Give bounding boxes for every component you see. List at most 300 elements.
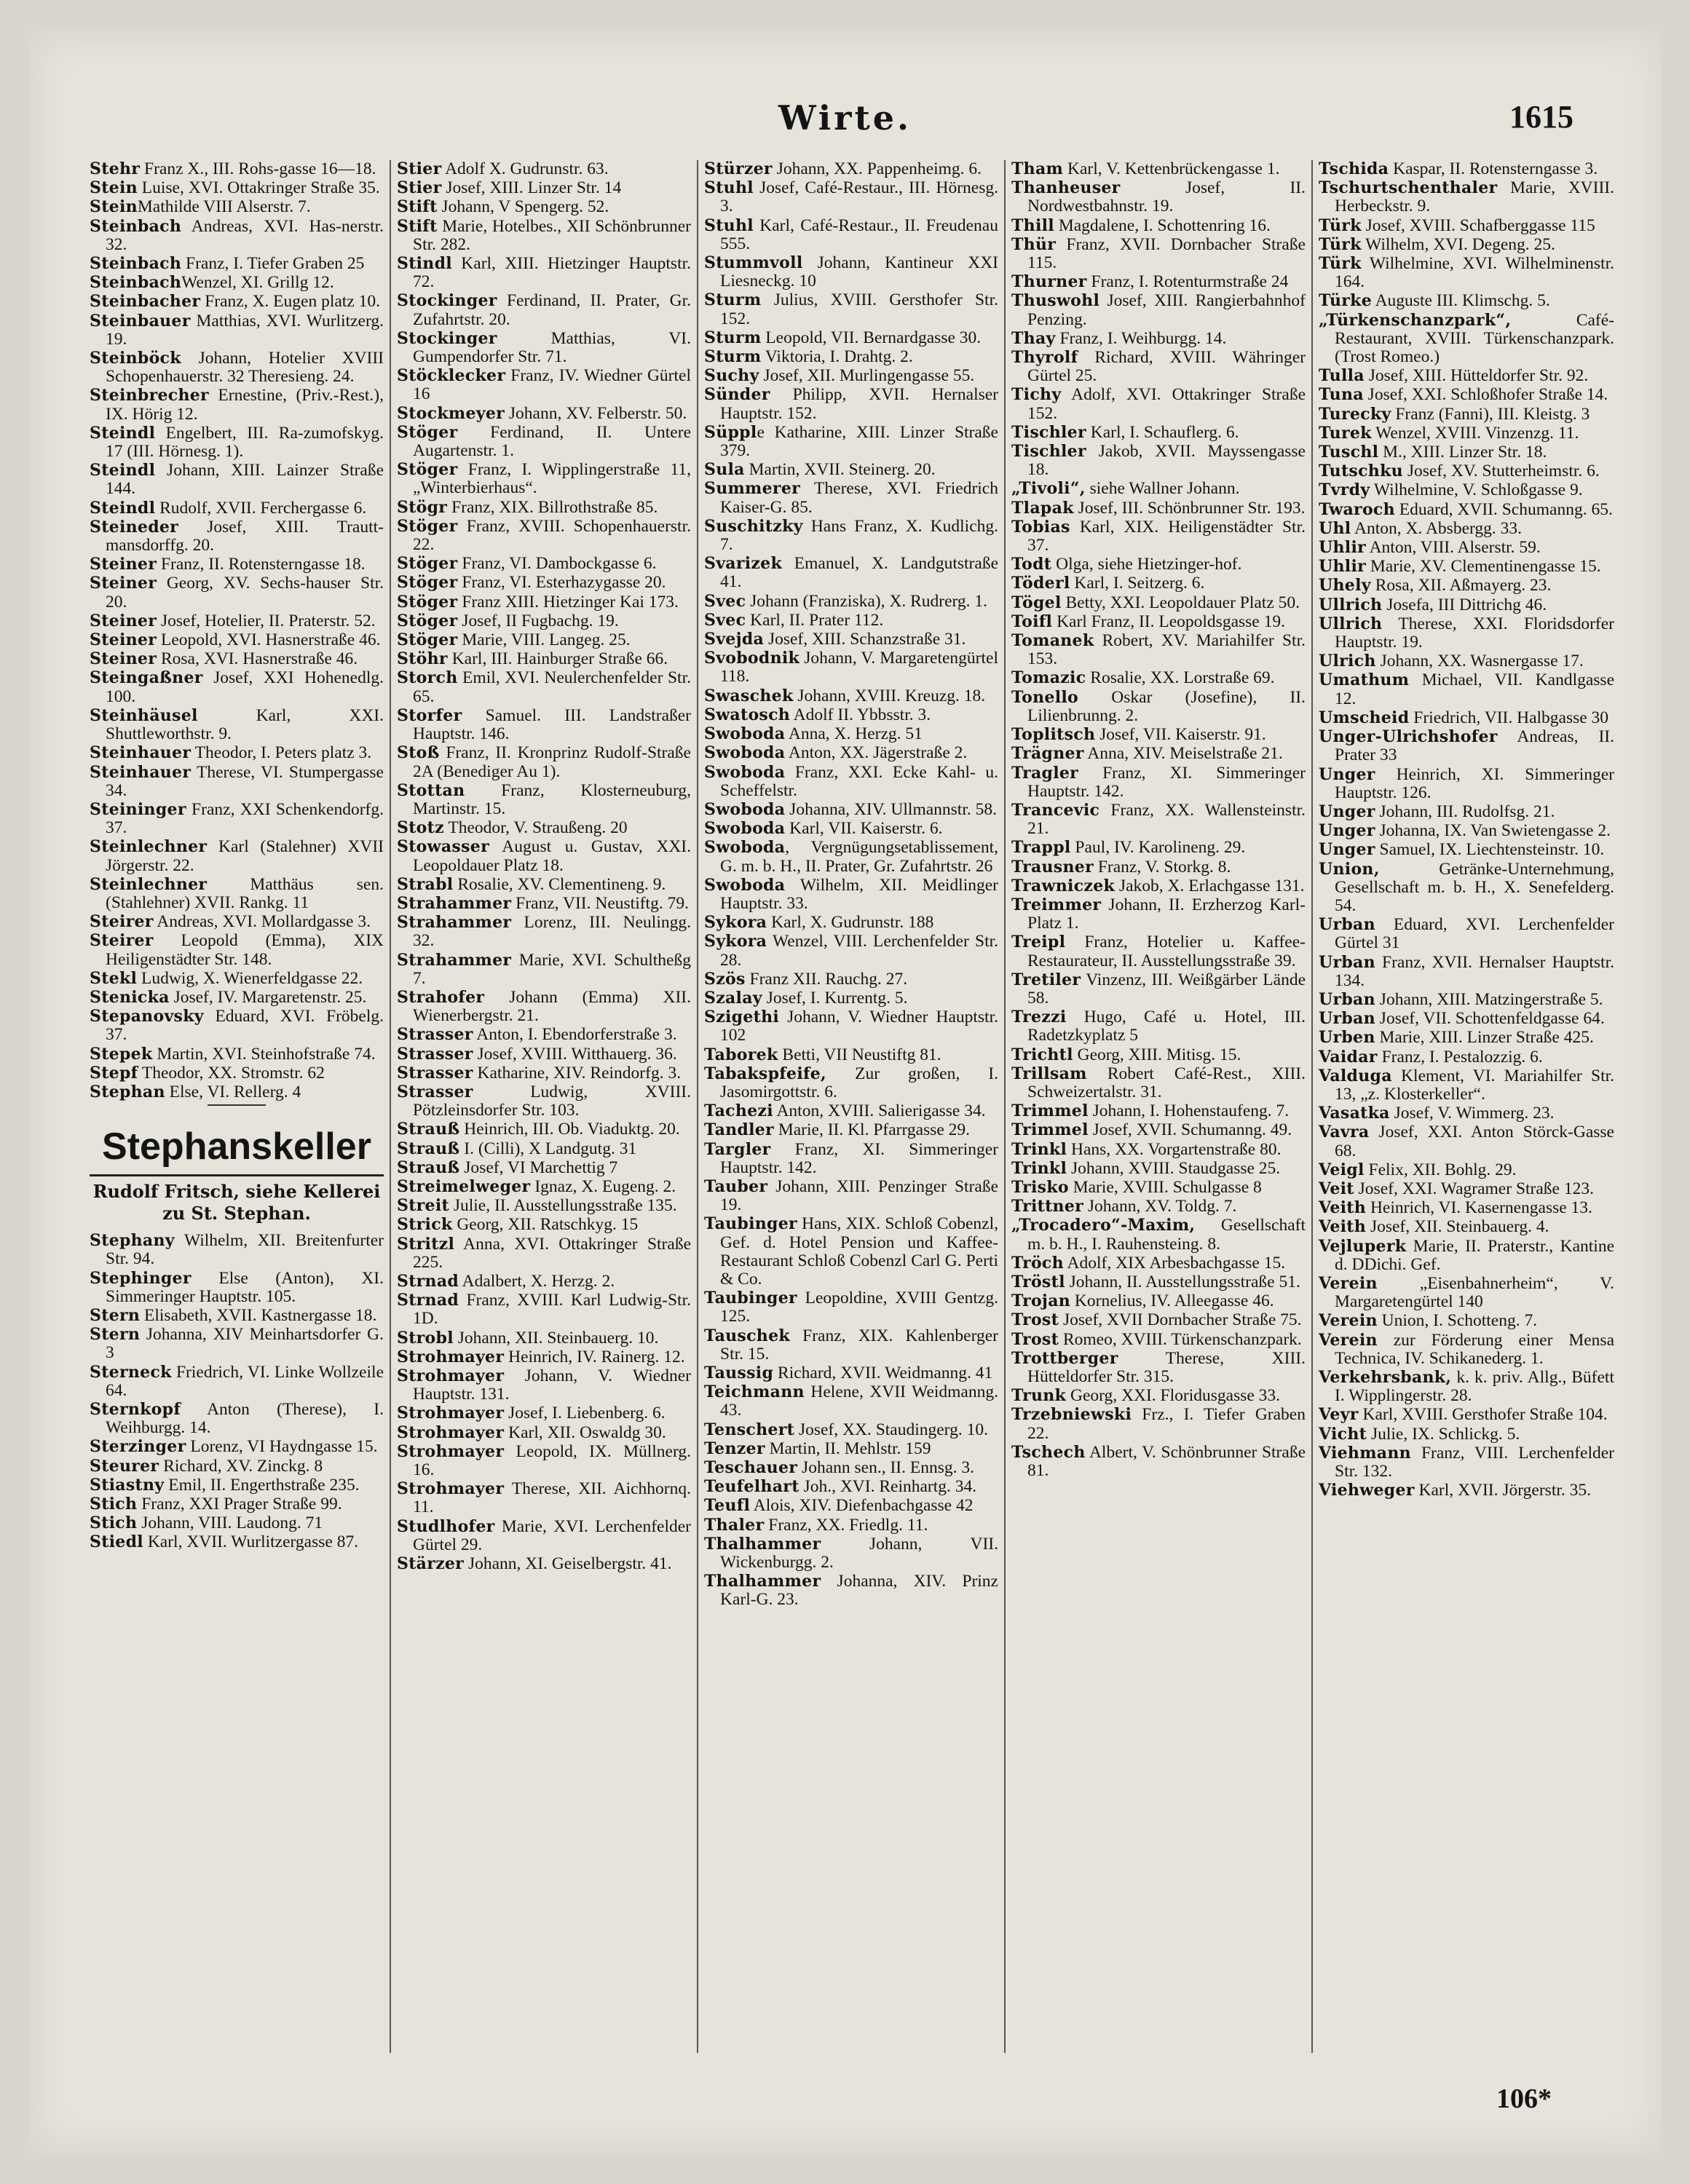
entry-address: Kornelius, IV. Alleegasse 46. [1070, 1291, 1274, 1311]
directory-entry [1011, 1065, 1306, 1101]
entry-address: Theodor, I. Peters platz 3. [191, 743, 372, 763]
entry-address: Engelbert, III. Ra-zumofskyg. 17 (III. Hörnesg. 1). [106, 423, 384, 462]
directory-entry [704, 764, 998, 800]
entry-name: Turecky [1319, 404, 1391, 424]
entry-address: Helene, XVII Weidmanng. 43. [720, 1382, 998, 1420]
entry-address: Else (Anton), XI. Simmeringer Hauptstr. 105. [106, 1268, 384, 1306]
entry-name: Trimmel [1011, 1101, 1089, 1121]
entry-address: Marie, XVIII. Herbeckstr. 9. [1335, 178, 1614, 216]
directory-entry [704, 329, 998, 347]
entry-name: Stürzer [704, 160, 773, 178]
directory-entry [1011, 1121, 1306, 1139]
entry-address: Johann, XX. Wasnergasse 17. [1375, 652, 1584, 671]
entry-address: Franz, Klosterneuburg, Martinstr. 15. [413, 780, 691, 818]
entry-name: Stindl [397, 254, 452, 274]
entry-address: Josef, XXI. Wagramer Straße 123. [1354, 1179, 1594, 1198]
entry-name: Union, [1319, 859, 1380, 879]
entry-name: Swoboda [704, 875, 786, 895]
entry-address: Hans, XX. Vorgartenstraße 80. [1067, 1139, 1282, 1159]
directory-entry [704, 291, 998, 328]
entry-name: Svec [704, 610, 746, 630]
entry-address: Josef, II Fugbachg. 19. [457, 611, 619, 630]
directory-entry [1319, 367, 1614, 385]
entry-name: „Trocadero“-Maxim, [1011, 1216, 1196, 1235]
directory-entry [397, 555, 691, 573]
entry-address: Marie, XVI. Lerchenfelder Gürtel 29. [413, 1516, 691, 1554]
entry-name: Swoboda [704, 743, 786, 763]
entry-name: Stotz [397, 818, 444, 838]
entry-address: Marie, II. Kl. Pfarrgasse 29. [773, 1120, 971, 1140]
directory-entry [704, 1497, 998, 1515]
entry-name: „Türkenschanzpark“, [1319, 310, 1512, 330]
directory-entry [1319, 671, 1614, 708]
directory-entry [397, 1064, 691, 1083]
page-number: 1615 [1509, 99, 1573, 135]
entry-address: Julius, XVIII. Gersthofer Str. 152. [720, 290, 998, 328]
entry-name: Stern [90, 1305, 141, 1325]
entry-name: Trichtl [1011, 1045, 1073, 1064]
directory-entry [397, 914, 691, 950]
entry-name: Thanheuser [1011, 178, 1121, 198]
entry-name: Tuschl [1319, 443, 1379, 462]
entry-name: Trinkl [1011, 1158, 1067, 1178]
entry-address: Franz, XXI Prager Straße 99. [137, 1495, 342, 1514]
entry-name: Trillsam [1011, 1064, 1087, 1083]
entry-name: Steineder [90, 517, 179, 537]
entry-name: Treimmer [1011, 895, 1102, 914]
entry-name: Vicht [1319, 1424, 1367, 1444]
entry-address: Josef, VII. Schottenfeldgasse 64. [1375, 1009, 1605, 1029]
entry-address: Johann, VIII. Laudong. 71 [137, 1514, 323, 1533]
directory-entry [704, 1516, 998, 1535]
directory-entry [397, 895, 691, 913]
entry-name: Ullrich [1319, 595, 1383, 614]
entry-address: Franz X., III. Rohs-gasse 16—18. [140, 160, 376, 178]
directory-entry [1011, 1179, 1306, 1197]
entry-address: Leopold (Emma), XIX Heiligenstädter Str. 148. [106, 931, 384, 969]
entry-name: Verein [1319, 1311, 1378, 1331]
entry-name: Sturm [704, 347, 762, 367]
entry-name: Teichmann [704, 1382, 805, 1402]
entry-address: Josef, V. Wimmerg. 23. [1389, 1104, 1555, 1123]
entry-name: Trimmel [1011, 1120, 1089, 1140]
entry-address: Josef, XII. Steinbauerg. 4. [1366, 1217, 1549, 1237]
directory-entry [90, 1438, 384, 1456]
directory-entry [1011, 1387, 1306, 1405]
entry-address: Jakob, XVII. Mayssengasse 18. [1027, 442, 1306, 480]
directory-entry [1319, 1238, 1614, 1274]
entry-name: Suschitzky [704, 516, 803, 536]
entry-name: Swoboda [704, 819, 786, 839]
entry-address: Wenzel, XVIII. Vinzenzg. 11. [1371, 423, 1579, 443]
entry-name: Steiner [90, 630, 157, 650]
entry-address: Franz XIII. Hietzinger Kai 173. [457, 592, 679, 612]
directory-entry [1011, 726, 1306, 744]
entry-address: Wenzel, XI. Grillg 12. [181, 273, 334, 293]
entry-name: Stockinger [397, 328, 497, 348]
entry-name: Tröch [1011, 1253, 1064, 1273]
directory-entry [1319, 217, 1614, 235]
entry-name: Verkehrsbank, [1319, 1368, 1452, 1387]
entry-name: Trägner [1011, 744, 1084, 764]
entry-address: Martin, XVII. Steinerg. 20. [744, 460, 936, 480]
entry-name: Steinlechner [90, 837, 208, 857]
directory-entry [397, 1291, 691, 1328]
directory-entry [397, 1120, 691, 1139]
entry-name: Strasser [397, 1063, 473, 1083]
entry-address: Marie, VIII. Langeg. 25. [457, 630, 631, 650]
entry-name: Stöger [397, 460, 458, 480]
entry-name: Stift [397, 216, 438, 236]
entry-name: Stepanovsky [90, 1007, 204, 1026]
entry-name: Steiner [90, 649, 157, 669]
entry-name: Stowasser [397, 837, 489, 857]
entry-address: Karl, XVIII. Gersthofer Straße 104. [1358, 1405, 1608, 1425]
entry-address: Adolf X. Gudrunstr. 63. [441, 160, 609, 178]
entry-name: Umathum [1319, 670, 1410, 690]
entry-address: Marie, XV. Clementinengasse 15. [1366, 557, 1601, 577]
entry-name: Stenicka [90, 987, 170, 1007]
entry-address: Eduard, XVI. Fröbelg. 37. [106, 1007, 384, 1045]
directory-entry [1011, 689, 1306, 725]
entry-name: Trinkl [1011, 1139, 1067, 1159]
entry-name: Stier [397, 178, 442, 198]
directory-entry [704, 1383, 998, 1420]
entry-address: Johann, XX. Pappenheimg. 6. [772, 160, 982, 178]
entry-address: Michael, VII. Kandlgasse 12. [1335, 670, 1614, 708]
entry-name: Steinhauer [90, 762, 191, 782]
entry-address: Auguste III. Klimschg. 5. [1372, 291, 1550, 311]
entry-address: I. (Cilli), X Landgutg. 31 [459, 1139, 637, 1158]
ad-title: Stephanskeller [102, 1125, 371, 1168]
entry-name: Trunk [1011, 1386, 1067, 1406]
entry-name: Steinbrecher [90, 386, 209, 405]
entry-name: Streimelweger [397, 1176, 531, 1196]
directory-entry [1011, 594, 1306, 612]
entry-address: Therese, XIII. Hütteldorfer Str. 315. [1027, 1348, 1306, 1386]
directory-entry [397, 292, 691, 328]
entry-address: Franz, VIII. Lerchenfelder Str. 132. [1335, 1443, 1614, 1481]
entry-address: Josef, I. Liebenberg. 6. [504, 1404, 666, 1423]
directory-entry [1011, 632, 1306, 668]
entry-name: Tabakspfeife, [704, 1064, 827, 1083]
entry-name: Swoboda [704, 762, 786, 782]
entry-address: Olga, siehe Hietzinger-hof. [1051, 555, 1242, 574]
directory-entry [1319, 424, 1614, 443]
entry-name: Sturm [704, 328, 762, 347]
directory-entry [1011, 424, 1306, 442]
directory-entry [397, 1518, 691, 1554]
directory-entry [1011, 499, 1306, 518]
entry-address: Café-Restaurant, XVIII. Türkenschanzpark. (Trost Romeo.) [1335, 310, 1614, 367]
entry-name: Thalhammer [704, 1534, 821, 1554]
entry-address: Union, I. Schotteng. 7. [1377, 1311, 1538, 1331]
entry-address: Franz, II. Rotensterngasse 18. [157, 555, 366, 574]
entry-address: Johanna, XIV. Prinz Karl-G. 23. [720, 1572, 998, 1610]
directory-entry [704, 1141, 998, 1177]
entry-address: Karl, II. Prater 112. [746, 610, 884, 630]
entry-address: Wenzel, VIII. Lerchenfelder Str. 28. [720, 932, 998, 970]
entry-address: Elisabeth, XVII. Kastnergasse 18. [140, 1305, 377, 1325]
entry-name: Tvrdy [1319, 480, 1370, 500]
entry-name: Sykora [704, 913, 767, 933]
entry-name: Stift [397, 197, 438, 217]
entry-address: Franz, XI. Simmeringer Hauptstr. 142. [720, 1139, 998, 1177]
entry-address: Franz, XIX. Kahlenberger Str. 15. [720, 1326, 998, 1364]
directory-entry [704, 1572, 998, 1609]
directory-columns [84, 160, 1620, 2053]
entry-address: Getränke-Unternehmung, Gesellschaft m. b. H., X. Senefelderg. 54. [1335, 859, 1614, 915]
directory-entry [1011, 1160, 1306, 1178]
directory-entry [90, 1326, 384, 1362]
entry-address: Heinrich, IV. Rainerg. 12. [504, 1347, 685, 1366]
entry-name: Strohmayer [397, 1441, 505, 1461]
directory-entry [1011, 613, 1306, 631]
entry-address: Johann, V. Margaretengürtel 118. [720, 649, 998, 687]
entry-address: Hans, XIX. Schloß Cobenzl, Gef. d. Hotel Pension und Kaffee-Restaurant Schloß Cobenzl Carl G. Perti & Co. [720, 1214, 998, 1289]
entry-address: Anton, X. Absbergg. 33. [1351, 518, 1523, 538]
directory-entry [1319, 1199, 1614, 1217]
entry-address: Josef, XVIII. Witthauerg. 36. [473, 1044, 677, 1064]
entry-name: Tomazic [1011, 668, 1086, 688]
entry-address: Franz, II. Kronprinz Rudolf-Straße 2A (Benediger Au 1). [413, 743, 691, 781]
entry-name: Uhlir [1319, 538, 1366, 558]
directory-entry [1011, 349, 1306, 385]
entry-name: Toplitsch [1011, 725, 1096, 745]
entry-address: Rosa, XVI. Hasnerstraße 46. [157, 649, 358, 669]
directory-entry [90, 1364, 384, 1400]
entry-name: Strnad [397, 1271, 459, 1291]
directory-entry [704, 1364, 998, 1382]
entry-address: Josef, XXI. Schloßhofer Straße 14. [1363, 385, 1608, 405]
directory-entry [704, 1459, 998, 1477]
entry-name: Strobl [397, 1328, 454, 1348]
entry-name: Strasser [397, 1025, 473, 1045]
entry-address: Josef, Hotelier, II. Praterstr. 52. [157, 611, 376, 630]
entry-address: zur Förderung einer Mensa Technica, IV. Schikanederg. 1. [1335, 1330, 1614, 1368]
entry-address: Josef, II. Nordwestbahnstr. 19. [1027, 178, 1306, 216]
entry-name: Trezzi [1011, 1008, 1067, 1027]
entry-name: Strauß [397, 1158, 460, 1177]
entry-address: Wilhelmine, V. Schloßgasse 9. [1370, 480, 1583, 500]
entry-name: Stein [90, 197, 138, 217]
entry-address: Franz, V. Storkg. 8. [1093, 857, 1231, 877]
entry-name: Strick [397, 1215, 453, 1235]
directory-entry [1011, 896, 1306, 933]
entry-name: Teufelhart [704, 1477, 799, 1497]
directory-entry [704, 1327, 998, 1364]
directory-entry [90, 1307, 384, 1325]
entry-address: Josef, XVII. Schumanng. 49. [1088, 1120, 1292, 1140]
entry-name: Stuhl [704, 178, 754, 198]
directory-entry [704, 217, 998, 253]
entry-address: Rosalie, XX. Lorstraße 69. [1086, 668, 1275, 688]
entry-name: Tham [1011, 160, 1064, 178]
entry-address: Andreas, XVI. Mollardgasse 3. [153, 912, 371, 932]
directory-entry [1319, 1161, 1614, 1179]
directory-entry [1011, 1292, 1306, 1310]
directory-entry [704, 839, 998, 875]
column-5-entries [1319, 160, 1614, 1500]
entry-address: Betty, XXI. Leopoldauer Platz 50. [1061, 593, 1300, 612]
entry-address: Karl, Café-Restaur., II. Freudenau 555. [720, 215, 998, 253]
entry-address: Karl, XII. Oswaldg 30. [504, 1423, 666, 1442]
directory-entry [704, 367, 998, 385]
directory-entry [397, 1026, 691, 1044]
entry-address: Klement, VI. Mariahilfer Str. 13, „z. Klosterkeller“. [1335, 1066, 1614, 1104]
entry-name: Trojan [1011, 1291, 1071, 1311]
entry-address: Leopold, XVI. Hasnerstraße 46. [157, 630, 381, 650]
entry-name: Strahammer [397, 950, 512, 970]
entry-name: Unger [1319, 840, 1375, 860]
directory-entry [90, 707, 384, 743]
entry-name: Tschech [1011, 1442, 1086, 1462]
entry-name: Süppl [704, 422, 757, 442]
directory-entry [397, 650, 691, 668]
entry-address: Johann (Franziska), X. Rudrerg. 1. [746, 591, 988, 611]
entry-name: Stich [90, 1514, 138, 1533]
entry-name: Tischler [1011, 422, 1086, 442]
entry-address: Karl, V. Kettenbrückengasse 1. [1063, 160, 1280, 178]
entry-address: Samuel. III. Landstraßer Hauptstr. 146. [413, 705, 691, 744]
entry-name: Tlapak [1011, 498, 1074, 518]
entry-address: Romeo, XVIII. Türkenschanzpark. [1059, 1329, 1302, 1349]
entry-address: Friedrich, VI. Linke Wollzeile 64. [106, 1362, 384, 1400]
entry-address: Franz, XIX. Billrothstraße 85. [447, 497, 658, 517]
directory-entry [90, 932, 384, 968]
directory-entry [1319, 991, 1614, 1009]
entry-address: Mathilde VIII Alserstr. 7. [137, 197, 311, 217]
directory-entry [1011, 273, 1306, 291]
directory-entry [397, 405, 691, 423]
entry-address: Karl, X. Gudrunstr. 188 [767, 913, 934, 933]
directory-entry [704, 1440, 998, 1458]
directory-entry [397, 876, 691, 894]
directory-entry [90, 669, 384, 705]
directory-entry [1011, 1311, 1306, 1329]
entry-address: Frz., I. Tiefer Graben 22. [1027, 1405, 1306, 1443]
directory-entry [90, 424, 384, 461]
entry-name: Stein [90, 178, 138, 198]
directory-entry [90, 349, 384, 386]
entry-address: Anna, XVI. Ottakringer Straße 225. [413, 1234, 691, 1272]
entry-name: Strohmayer [397, 1479, 505, 1499]
directory-entry [704, 687, 998, 705]
directory-entry [1319, 501, 1614, 519]
entry-address: Marie, II. Praterstr., Kantine d. DDichi. Gef. [1335, 1236, 1614, 1274]
entry-name: Storch [397, 668, 458, 688]
entry-address: Robert, XV. Mariahilfer Str. 153. [1027, 631, 1306, 669]
entry-address: Josef, Café-Restaur., III. Hörnesg. 3. [720, 178, 998, 216]
entry-address: Franz, IV. Wiedner Gürtel 16 [413, 366, 691, 404]
entry-name: Stottan [397, 780, 465, 800]
entry-address: Karl, I. Seitzerg. 6. [1070, 574, 1205, 593]
entry-name: Strahammer [397, 913, 512, 933]
directory-entry [1011, 745, 1306, 763]
entry-address: Franz, I. Pestalozzig. 6. [1377, 1047, 1543, 1067]
directory-entry [397, 255, 691, 291]
entry-address: Viktoria, I. Drahtg. 2. [761, 347, 913, 367]
entry-address: Johann (Emma) XII. Wienerbergstr. 21. [413, 987, 691, 1026]
directory-entry [397, 518, 691, 554]
directory-entry [704, 254, 998, 290]
entry-address: Heinrich, XI. Simmeringer Hauptstr. 126. [1335, 764, 1614, 802]
directory-entry [1319, 1218, 1614, 1236]
entry-name: Steiner [90, 574, 157, 593]
directory-entry [1319, 1104, 1614, 1123]
directory-entry [1319, 481, 1614, 499]
entry-address: Franz, Hotelier u. Kaffee-Restaurateur, II. Ausstellungsstraße 39. [1027, 933, 1306, 970]
entry-address: Karl, III. Hainburger Straße 66. [447, 649, 668, 669]
directory-entry [397, 1424, 691, 1442]
entry-name: Valduga [1319, 1066, 1392, 1085]
entry-address: Karl, XVII. Wurlitzergasse 87. [143, 1532, 359, 1552]
entry-address: Johann, XVIII. Staudgasse 25. [1067, 1158, 1281, 1178]
entry-address: Johanna, IX. Van Swietengasse 2. [1375, 821, 1611, 841]
directory-entry [397, 367, 691, 403]
entry-name: Steinbauer [90, 311, 191, 331]
directory-entry [704, 989, 998, 1008]
entry-address: Eduard, XVII. Schumanng. 65. [1394, 499, 1613, 519]
entry-name: Thür [1011, 234, 1057, 254]
directory-entry [1319, 539, 1614, 557]
directory-entry [704, 1008, 998, 1045]
page-title: Wirte. [778, 98, 912, 138]
directory-entry [90, 274, 384, 292]
entry-address: Felix, XII. Bohlg. 29. [1364, 1160, 1517, 1179]
entry-name: Ulrich [1319, 652, 1376, 671]
directory-entry [1011, 1273, 1306, 1291]
entry-address: Vinzenz, III. Weißgärber Lände 58. [1027, 970, 1306, 1008]
entry-address: Franz (Fanni), III. Kleistg. 3 [1391, 404, 1590, 424]
directory-entry [1319, 1180, 1614, 1198]
entry-name: Swoboda [704, 799, 786, 819]
directory-entry [1319, 179, 1614, 215]
entry-name: Tschurtschenthaler [1319, 178, 1498, 198]
page-header [29, 98, 1661, 149]
entry-name: Vejluperk [1319, 1236, 1407, 1256]
entry-name: Ullrich [1319, 614, 1383, 633]
entry-address: Richard, XV. Zinckg. 8 [159, 1456, 323, 1476]
entry-name: Veyr [1319, 1405, 1359, 1425]
entry-name: Stephan [90, 1082, 165, 1101]
entry-address: Karl, XVII. Jörgerstr. 35. [1414, 1481, 1591, 1500]
directory-entry [397, 838, 691, 874]
entry-name: Steininger [90, 799, 186, 819]
entry-address: Josef, VII. Kaiserstr. 91. [1095, 725, 1266, 745]
entry-address: Anna, X. Herzg. 51 [785, 724, 923, 744]
directory-entry [90, 1232, 384, 1268]
directory-entry [90, 1008, 384, 1044]
entry-address: Robert Café-Rest., XIII. Schweizertalstr. 31. [1027, 1064, 1306, 1101]
entry-address: M., XIII. Linzer Str. 18. [1378, 443, 1547, 462]
entry-name: Steinbach [90, 273, 182, 293]
entry-name: Vasatka [1319, 1104, 1390, 1123]
column-1-entries [90, 160, 384, 1101]
entry-address: Franz, VI. Dambockgasse 6. [457, 554, 657, 574]
entry-name: Svejda [704, 630, 765, 649]
entry-address: , Vergnügungsetablissement, G. m. b. H., II. Prater, Gr. Zufahrtstr. 26 [720, 838, 998, 876]
directory-entry [90, 160, 384, 178]
directory-entry [1011, 574, 1306, 593]
directory-entry [704, 1121, 998, 1139]
entry-name: Sterneck [90, 1362, 172, 1382]
entry-name: Tobias [1011, 517, 1070, 537]
directory-entry [397, 1480, 691, 1516]
entry-address: Karl, XIII. Hietzinger Hauptstr. 72. [413, 254, 691, 292]
entry-address: Heinrich, III. Ob. Viaduktg. 20. [459, 1120, 680, 1139]
entry-address: Therese, XVI. Friedrich Kaiser-G. 85. [720, 479, 998, 517]
